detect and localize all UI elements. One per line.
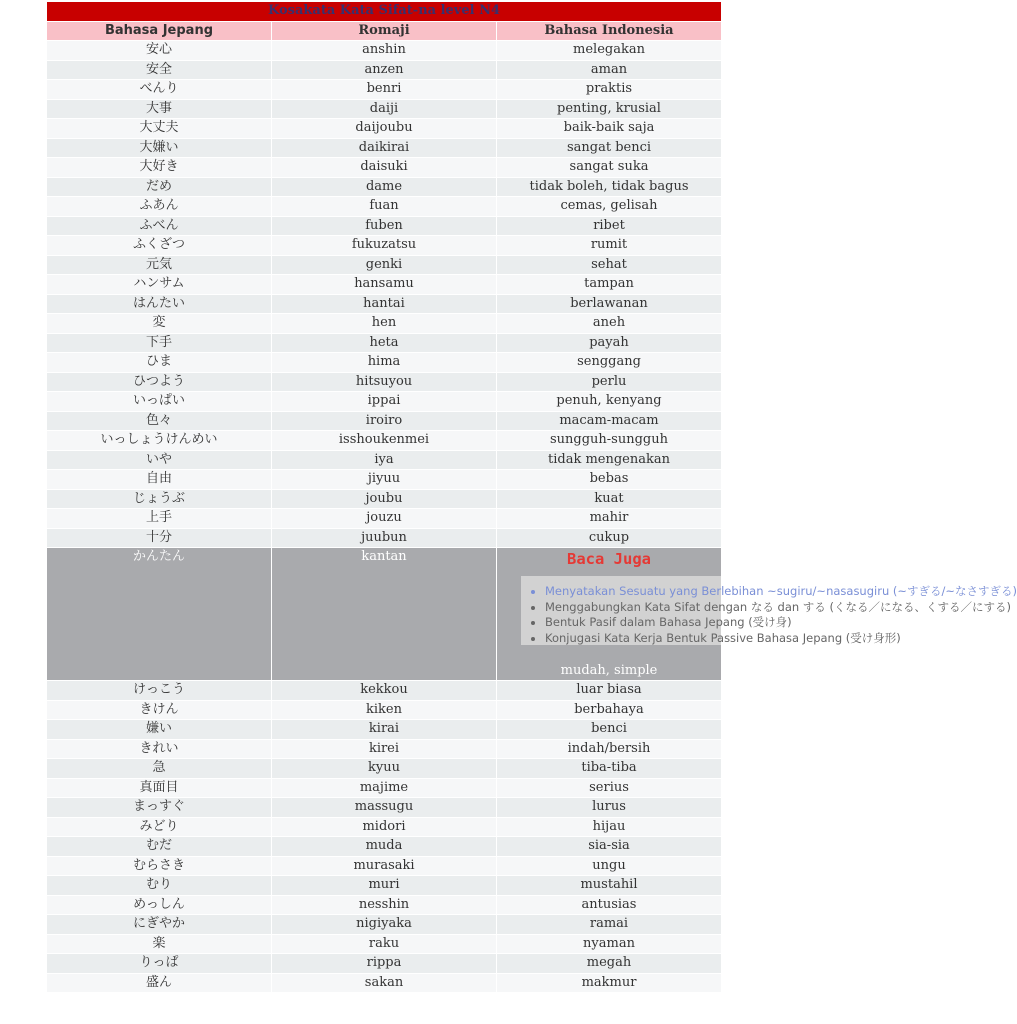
table-row	[47, 431, 722, 451]
table-row	[47, 837, 722, 857]
cell-japanese: いっしょうけんめい	[47, 431, 272, 451]
table-row	[47, 489, 722, 509]
cell-japanese: 盛ん	[47, 973, 272, 993]
cell-indonesian: sungguh-sungguh	[497, 431, 722, 451]
cell-romaji: heta	[272, 333, 497, 353]
cell-indonesian: serius	[497, 778, 722, 798]
cell-romaji: kirei	[272, 739, 497, 759]
table-title-row	[47, 2, 722, 22]
table-row	[47, 60, 722, 80]
cell-romaji: midori	[272, 817, 497, 837]
cell-japanese: ふあん	[47, 197, 272, 217]
cell-japanese: 自由	[47, 470, 272, 490]
cell-japanese: 大事	[47, 99, 272, 119]
cell-japanese: いや	[47, 450, 272, 470]
table-body-top	[47, 41, 722, 548]
cell-japanese: 十分	[47, 528, 272, 548]
cell-romaji: hima	[272, 353, 497, 373]
cell-indonesian: rumit	[497, 236, 722, 256]
cell-indonesian: cukup	[497, 528, 722, 548]
cell-indonesian: bebas	[497, 470, 722, 490]
cell-japanese: きけん	[47, 700, 272, 720]
cell-japanese: はんたい	[47, 294, 272, 314]
table-row	[47, 372, 722, 392]
cell-romaji: kirai	[272, 720, 497, 740]
cell-japanese: 楽	[47, 934, 272, 954]
cell-romaji: massugu	[272, 798, 497, 818]
cell-romaji: murasaki	[272, 856, 497, 876]
baca-juga-title: Baca Juga	[497, 548, 721, 576]
cell-indonesian: ribet	[497, 216, 722, 236]
table-row	[47, 275, 722, 295]
cell-romaji: rippa	[272, 954, 497, 974]
table-row	[47, 450, 722, 470]
cell-japanese: いっぱい	[47, 392, 272, 412]
cell-japanese: 嫌い	[47, 720, 272, 740]
table-row	[47, 856, 722, 876]
cell-japanese: みどり	[47, 817, 272, 837]
table-body-special	[47, 548, 1017, 681]
cell-indonesian: mahir	[497, 509, 722, 529]
cell-japanese: むり	[47, 876, 272, 896]
header-indonesian: Bahasa Indonesia	[497, 21, 722, 41]
cell-indonesian-with-baca-juga	[497, 548, 1017, 681]
cell-romaji: daiji	[272, 99, 497, 119]
cell-indonesian: antusias	[497, 895, 722, 915]
table-row	[47, 895, 722, 915]
cell-japanese: むらさき	[47, 856, 272, 876]
cell-indonesian: penting, krusial	[497, 99, 722, 119]
cell-indonesian: tidak mengenakan	[497, 450, 722, 470]
cell-romaji: fuan	[272, 197, 497, 217]
cell-indonesian: hijau	[497, 817, 722, 837]
table-row	[47, 759, 722, 779]
table-row	[47, 138, 722, 158]
baca-juga-box	[497, 548, 1017, 680]
cell-romaji: kekkou	[272, 681, 497, 701]
cell-indonesian: benci	[497, 720, 722, 740]
cell-indonesian: praktis	[497, 80, 722, 100]
cell-japanese: 大好き	[47, 158, 272, 178]
table-row	[47, 41, 722, 61]
cell-romaji: dame	[272, 177, 497, 197]
cell-indonesian: berbahaya	[497, 700, 722, 720]
cell-romaji: hantai	[272, 294, 497, 314]
table-row	[47, 411, 722, 431]
table-row	[47, 470, 722, 490]
table-row	[47, 876, 722, 896]
table-row	[47, 255, 722, 275]
table-row	[47, 934, 722, 954]
cell-indonesian: luar biasa	[497, 681, 722, 701]
cell-indonesian: berlawanan	[497, 294, 722, 314]
cell-japanese: 変	[47, 314, 272, 334]
cell-indonesian: mudah, simple	[497, 646, 721, 680]
cell-japanese: めっしん	[47, 895, 272, 915]
cell-indonesian: megah	[497, 954, 722, 974]
cell-romaji: fukuzatsu	[272, 236, 497, 256]
vocab-table	[46, 1, 1017, 993]
cell-indonesian: perlu	[497, 372, 722, 392]
table-row	[47, 353, 722, 373]
cell-japanese: ふべん	[47, 216, 272, 236]
cell-romaji: daijoubu	[272, 119, 497, 139]
baca-juga-link-2[interactable]: • Menggabungkan Kata Sifat dengan なる dan する (くなる／になる、くする／にする)	[545, 600, 717, 615]
table-row	[47, 720, 722, 740]
cell-japanese: きれい	[47, 739, 272, 759]
cell-romaji: iroiro	[272, 411, 497, 431]
table-header-row	[47, 21, 722, 41]
cell-indonesian: nyaman	[497, 934, 722, 954]
cell-japanese: 色々	[47, 411, 272, 431]
cell-romaji: jiyuu	[272, 470, 497, 490]
cell-indonesian: payah	[497, 333, 722, 353]
cell-indonesian: sia-sia	[497, 837, 722, 857]
cell-japanese: りっぱ	[47, 954, 272, 974]
table-row	[47, 236, 722, 256]
header-japanese: Bahasa Jepang	[47, 21, 272, 41]
cell-romaji: iya	[272, 450, 497, 470]
cell-romaji: fuben	[272, 216, 497, 236]
table-title: Kosakata Kata Sifat-na level N4	[47, 2, 722, 22]
cell-japanese: 急	[47, 759, 272, 779]
table-row	[47, 333, 722, 353]
cell-japanese: けっこう	[47, 681, 272, 701]
table-row	[47, 197, 722, 217]
baca-juga-link-1[interactable]: • Menyatakan Sesuatu yang Berlebihan ~sugiru/~nasasugiru (~すぎる/~なさすぎる)	[545, 584, 717, 599]
cell-romaji: muri	[272, 876, 497, 896]
cell-romaji: daikirai	[272, 138, 497, 158]
table-row	[47, 798, 722, 818]
cell-japanese: 上手	[47, 509, 272, 529]
cell-romaji: juubun	[272, 528, 497, 548]
cell-indonesian: sangat suka	[497, 158, 722, 178]
cell-romaji: muda	[272, 837, 497, 857]
cell-japanese: 安全	[47, 60, 272, 80]
cell-romaji: hitsuyou	[272, 372, 497, 392]
cell-japanese: ふくざつ	[47, 236, 272, 256]
table-row	[47, 177, 722, 197]
cell-indonesian: melegakan	[497, 41, 722, 61]
baca-juga-link-3[interactable]: • Bentuk Pasif dalam Bahasa Jepang (受け身)	[545, 615, 717, 630]
cell-japanese: 真面目	[47, 778, 272, 798]
table-row	[47, 80, 722, 100]
cell-japanese: ひつよう	[47, 372, 272, 392]
table-row	[47, 294, 722, 314]
cell-indonesian: ungu	[497, 856, 722, 876]
cell-romaji: hen	[272, 314, 497, 334]
cell-romaji: sakan	[272, 973, 497, 993]
table-row	[47, 99, 722, 119]
cell-japanese: かんたん	[47, 548, 272, 681]
table-row	[47, 119, 722, 139]
baca-juga-link-4[interactable]: • Konjugasi Kata Kerja Bentuk Passive Bahasa Jepang (受け身形)	[545, 631, 717, 646]
cell-romaji: daisuki	[272, 158, 497, 178]
cell-romaji: hansamu	[272, 275, 497, 295]
cell-romaji: nesshin	[272, 895, 497, 915]
table-row	[47, 973, 722, 993]
cell-indonesian: ramai	[497, 915, 722, 935]
cell-indonesian: penuh, kenyang	[497, 392, 722, 412]
cell-romaji: isshoukenmei	[272, 431, 497, 451]
table-row	[47, 817, 722, 837]
cell-indonesian: aman	[497, 60, 722, 80]
table-row-special	[47, 548, 722, 681]
cell-japanese: 大丈夫	[47, 119, 272, 139]
cell-romaji: ippai	[272, 392, 497, 412]
table-row	[47, 700, 722, 720]
cell-japanese: じょうぶ	[47, 489, 272, 509]
cell-indonesian: kuat	[497, 489, 722, 509]
cell-indonesian: indah/bersih	[497, 739, 722, 759]
header-romaji: Romaji	[272, 21, 497, 41]
cell-indonesian: sangat benci	[497, 138, 722, 158]
cell-indonesian: mustahil	[497, 876, 722, 896]
cell-romaji: kyuu	[272, 759, 497, 779]
cell-japanese: 安心	[47, 41, 272, 61]
table-row	[47, 314, 722, 334]
cell-japanese: べんり	[47, 80, 272, 100]
cell-indonesian: macam-macam	[497, 411, 722, 431]
cell-indonesian: cemas, gelisah	[497, 197, 722, 217]
cell-romaji: jouzu	[272, 509, 497, 529]
table-body-bottom	[47, 681, 722, 993]
cell-japanese: 大嫌い	[47, 138, 272, 158]
cell-romaji: kiken	[272, 700, 497, 720]
cell-indonesian: senggang	[497, 353, 722, 373]
table-row	[47, 528, 722, 548]
cell-japanese: 下手	[47, 333, 272, 353]
cell-romaji: nigiyaka	[272, 915, 497, 935]
cell-indonesian: tidak boleh, tidak bagus	[497, 177, 722, 197]
cell-romaji: majime	[272, 778, 497, 798]
cell-indonesian: lurus	[497, 798, 722, 818]
cell-japanese: まっすぐ	[47, 798, 272, 818]
cell-indonesian: tiba-tiba	[497, 759, 722, 779]
table-row	[47, 392, 722, 412]
table-row	[47, 739, 722, 759]
table-row	[47, 509, 722, 529]
table-row	[47, 954, 722, 974]
cell-romaji: raku	[272, 934, 497, 954]
cell-japanese: ひま	[47, 353, 272, 373]
cell-japanese: にぎやか	[47, 915, 272, 935]
cell-indonesian: baik-baik saja	[497, 119, 722, 139]
cell-romaji: anzen	[272, 60, 497, 80]
table-row	[47, 778, 722, 798]
cell-romaji: anshin	[272, 41, 497, 61]
cell-romaji: joubu	[272, 489, 497, 509]
table-row	[47, 915, 722, 935]
cell-romaji: kantan	[272, 548, 497, 681]
cell-japanese: だめ	[47, 177, 272, 197]
cell-japanese: 元気	[47, 255, 272, 275]
cell-indonesian: tampan	[497, 275, 722, 295]
cell-indonesian: aneh	[497, 314, 722, 334]
cell-indonesian: sehat	[497, 255, 722, 275]
cell-indonesian: makmur	[497, 973, 722, 993]
table-row	[47, 216, 722, 236]
table-row	[47, 681, 722, 701]
cell-romaji: benri	[272, 80, 497, 100]
cell-romaji: genki	[272, 255, 497, 275]
cell-japanese: むだ	[47, 837, 272, 857]
cell-japanese: ハンサム	[47, 275, 272, 295]
baca-juga-list	[521, 576, 1017, 645]
table-row	[47, 158, 722, 178]
